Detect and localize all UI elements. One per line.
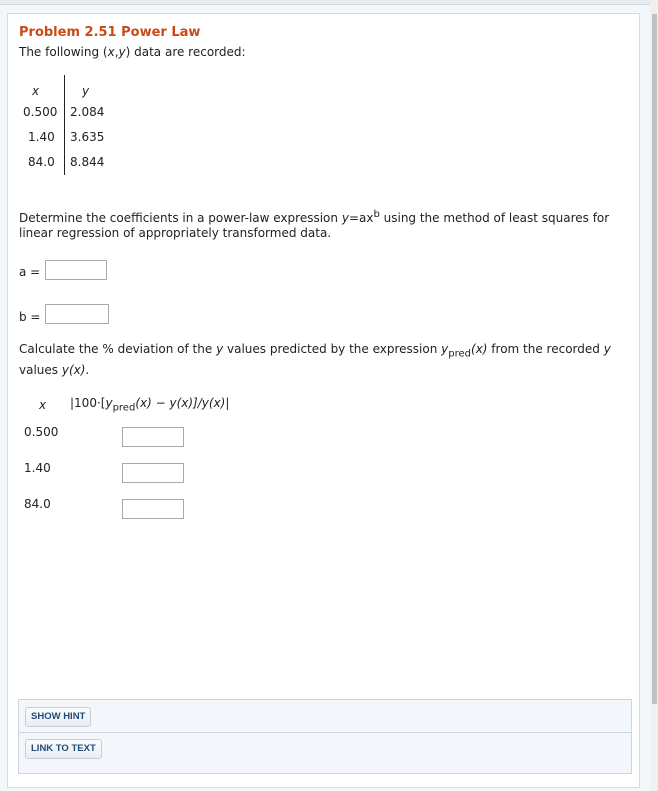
- deviation-header-x: x: [39, 398, 47, 412]
- intro-comma: ,: [114, 45, 119, 59]
- problem-title: Problem 2.51 Power Law: [19, 25, 201, 40]
- show-hint-button[interactable]: SHOW HINT: [25, 707, 91, 727]
- table-cell-y: 2.084: [70, 105, 105, 119]
- q2-text: Calculate the % deviation of the: [19, 342, 217, 356]
- table-header-x: x: [32, 84, 40, 98]
- scrollbar-thumb[interactable]: [652, 14, 657, 704]
- question-1: [19, 207, 624, 241]
- q1-eq-b: b: [373, 209, 380, 220]
- q1-text: Determine the coefficients in a power-law expression: [19, 211, 342, 225]
- expr-sub: pred: [112, 402, 136, 414]
- intro-x: x: [107, 45, 115, 59]
- q1-eq-mid: =ax: [348, 211, 374, 225]
- deviation-x: 1.40: [24, 461, 51, 475]
- q1-text-end: using the method of least squares for linear regression of appropriately transformed data.: [19, 211, 610, 240]
- divider: [19, 732, 631, 733]
- deviation-x: 84.0: [24, 497, 51, 511]
- intro-text-end: ) data are recorded:: [125, 45, 246, 59]
- q2-pred-sub: pred: [448, 348, 472, 360]
- table-divider: [64, 75, 65, 175]
- table-cell-x: 84.0: [28, 155, 55, 169]
- q2-text-end: values: [19, 363, 62, 378]
- a-label: a =: [19, 265, 41, 279]
- a-input[interactable]: [45, 260, 107, 280]
- b-input[interactable]: [45, 304, 109, 324]
- q2-yx: y(x): [61, 363, 86, 378]
- problem-intro: [19, 45, 246, 59]
- deviation-input[interactable]: [122, 427, 184, 447]
- deviation-x: 0.500: [24, 425, 59, 439]
- table-cell-x: 1.40: [28, 130, 55, 144]
- q2-ypred: y: [441, 342, 449, 356]
- table-cell-x: 0.500: [23, 105, 58, 119]
- expr-y: y: [105, 396, 113, 410]
- intro-y: y: [118, 45, 126, 59]
- deviation-input[interactable]: [122, 499, 184, 519]
- expr-pre: |100·[: [70, 396, 106, 410]
- q2-text-mid2: from the recorded: [487, 342, 604, 356]
- q2-dot: .: [85, 363, 90, 378]
- table-header-y: y: [82, 84, 90, 98]
- deviation-header-expr: [70, 396, 229, 413]
- problem-panel: [7, 13, 640, 788]
- q1-eq-y: y: [341, 211, 349, 225]
- link-to-text-button[interactable]: LINK TO TEXT: [25, 739, 102, 759]
- q2-y2: y: [603, 342, 611, 356]
- q2-xarg: (x): [471, 342, 488, 356]
- top-bar: [0, 0, 658, 5]
- deviation-input[interactable]: [122, 463, 184, 483]
- table-cell-y: 3.635: [70, 130, 105, 144]
- question-2: [19, 341, 624, 378]
- table-cell-y: 8.844: [70, 155, 105, 169]
- hint-box: [18, 699, 632, 774]
- q2-text-mid: values predicted by the expression: [223, 342, 442, 356]
- expr-post: (x) − y(x)]/y(x)|: [135, 396, 230, 410]
- b-label: b =: [19, 310, 41, 324]
- q2-y: y: [216, 342, 224, 356]
- intro-text: The following (: [19, 45, 108, 59]
